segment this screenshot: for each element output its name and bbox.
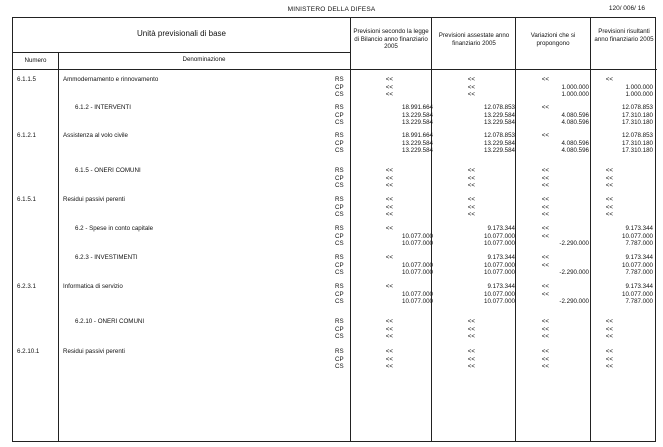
row-values-c3: [515, 254, 589, 277]
cell-value: <<: [605, 167, 613, 174]
cell-value: <<: [385, 283, 393, 290]
cell-value: <<: [605, 325, 613, 333]
cell-value: <<: [385, 318, 393, 325]
cell-value: 1.000.000: [625, 91, 653, 99]
row-values-c1: [353, 283, 433, 306]
cell-value: -2.290.000: [559, 269, 589, 277]
row-values-c4: [589, 104, 653, 127]
row-codes: [335, 225, 349, 248]
cell-value: -2.290.000: [559, 298, 589, 306]
code-label: CP: [335, 83, 344, 91]
cell-value: <<: [541, 232, 549, 240]
row-values-c3: [515, 196, 589, 219]
code-label: CS: [335, 211, 344, 219]
cell-value: 10.077.000: [484, 298, 515, 306]
cell-value: <<: [541, 104, 549, 111]
cell-value: <<: [541, 283, 549, 290]
cell-value: 7.787.000: [625, 240, 653, 248]
code-label: CS: [335, 333, 344, 341]
cell-value: 10.077.000: [484, 261, 515, 269]
cell-value: 13.229.584: [402, 111, 433, 119]
cell-value: <<: [541, 318, 549, 325]
cell-value: <<: [605, 76, 613, 83]
cell-value: <<: [385, 348, 393, 355]
cell-value: <<: [605, 196, 613, 203]
code-label: CS: [335, 269, 344, 277]
header-prev-legge: Previsioni secondo la legge di Bilancio anno finanziario 2005: [353, 28, 429, 50]
header-denominazione: Denominazione: [182, 56, 226, 63]
cell-value: 10.077.000: [402, 290, 433, 298]
cell-value: <<: [467, 363, 475, 371]
cell-value: <<: [385, 211, 393, 219]
row-numero: 6.1.2.1: [17, 132, 36, 139]
row-values-c1: [353, 225, 433, 248]
header-numero: Numero: [24, 57, 47, 64]
cell-value: <<: [385, 325, 393, 333]
page-number: 120/ 006/ 16: [608, 5, 645, 12]
row-values-c1: [353, 76, 433, 99]
cell-value: 9.173.344: [487, 225, 515, 232]
row-values-c4: [589, 254, 653, 277]
cell-value: <<: [541, 203, 549, 211]
cell-value: <<: [467, 196, 475, 203]
cell-value: <<: [385, 254, 393, 261]
cell-value: 12.078.853: [484, 104, 515, 111]
code-label: RS: [335, 225, 344, 232]
code-label: RS: [335, 196, 344, 203]
cell-value: <<: [541, 290, 549, 298]
cell-value: <<: [605, 182, 613, 190]
cell-value: <<: [605, 363, 613, 371]
cell-value: <<: [541, 363, 549, 371]
cell-value: <<: [467, 355, 475, 363]
row-denominazione: Informatica di servizio: [63, 283, 123, 290]
cell-value: 17.310.180: [622, 147, 653, 155]
code-label: CP: [335, 232, 344, 240]
row-values-c1: [353, 196, 433, 219]
cell-value: 18.991.664: [402, 132, 433, 139]
cell-value: 4.080.596: [561, 147, 589, 155]
cell-value: <<: [467, 325, 475, 333]
code-label: RS: [335, 318, 344, 325]
cell-value: <<: [541, 325, 549, 333]
code-label: CS: [335, 240, 344, 248]
cell-value: <<: [385, 167, 393, 174]
cell-value: <<: [385, 363, 393, 371]
row-values-c2: [433, 254, 515, 277]
row-denominazione: Residui passivi perenti: [63, 196, 125, 203]
cell-value: 17.310.180: [622, 111, 653, 119]
row-values-c2: [433, 104, 515, 127]
cell-value: 10.077.000: [402, 240, 433, 248]
cell-value: <<: [541, 254, 549, 261]
cell-value: <<: [385, 355, 393, 363]
code-label: CP: [335, 261, 344, 269]
row-denominazione: 6.1.2 - INTERVENTI: [75, 104, 131, 111]
cell-value: <<: [541, 348, 549, 355]
cell-value: 13.229.584: [484, 111, 515, 119]
code-label: RS: [335, 76, 344, 83]
row-codes: [335, 104, 349, 127]
cell-value: <<: [541, 196, 549, 203]
cell-value: <<: [467, 333, 475, 341]
code-label: CS: [335, 298, 344, 306]
cell-value: -2.290.000: [559, 240, 589, 248]
cell-value: 9.173.344: [487, 254, 515, 261]
row-values-c3: [515, 104, 589, 127]
cell-value: <<: [467, 76, 475, 83]
cell-value: 10.077.000: [622, 261, 653, 269]
cell-value: <<: [385, 203, 393, 211]
cell-value: <<: [541, 167, 549, 174]
code-label: CS: [335, 147, 344, 155]
cell-value: 12.078.853: [622, 104, 653, 111]
cell-value: 7.787.000: [625, 269, 653, 277]
cell-value: 4.080.596: [561, 111, 589, 119]
cell-value: 4.080.596: [561, 119, 589, 127]
row-values-c3: [515, 132, 589, 155]
cell-value: <<: [541, 182, 549, 190]
row-values-c3: [515, 283, 589, 306]
ministry-title: MINISTERO DELLA DIFESA: [287, 6, 376, 13]
cell-value: <<: [385, 174, 393, 182]
cell-value: <<: [385, 83, 393, 91]
row-values-c2: [433, 76, 515, 99]
cell-value: <<: [605, 174, 613, 182]
cell-value: 9.173.344: [625, 225, 653, 232]
cell-value: 10.077.000: [402, 269, 433, 277]
cell-value: 13.229.584: [484, 119, 515, 127]
cell-value: 7.787.000: [625, 298, 653, 306]
cell-value: 10.077.000: [484, 240, 515, 248]
cell-value: 13.229.584: [402, 147, 433, 155]
row-values-c1: [353, 254, 433, 277]
code-label: CS: [335, 363, 344, 371]
row-values-c3: [515, 225, 589, 248]
cell-value: <<: [605, 333, 613, 341]
cell-value: <<: [467, 91, 475, 99]
row-denominazione: Assistenza al volo civile: [63, 132, 128, 139]
code-label: RS: [335, 167, 344, 174]
row-denominazione: 6.2 - Spese in conto capitale: [75, 225, 154, 232]
row-denominazione: 6.2.10 - ONERI COMUNI: [75, 318, 145, 325]
cell-value: <<: [605, 355, 613, 363]
cell-value: <<: [541, 333, 549, 341]
row-values-c4: [589, 76, 653, 99]
row-denominazione: Ammodernamento e rinnovamento: [63, 76, 159, 83]
row-values-c3: [515, 76, 589, 99]
row-values-c4: [589, 196, 653, 219]
row-values-c3: [515, 318, 589, 341]
row-denominazione: 6.1.5 - ONERI COMUNI: [75, 167, 141, 174]
cell-value: 17.310.180: [622, 119, 653, 127]
cell-value: <<: [605, 348, 613, 355]
code-label: RS: [335, 104, 344, 111]
cell-value: <<: [385, 225, 393, 232]
code-label: RS: [335, 254, 344, 261]
code-label: RS: [335, 132, 344, 139]
cell-value: <<: [467, 83, 475, 91]
divider: [58, 52, 59, 441]
cell-value: <<: [385, 333, 393, 341]
cell-value: 1.000.000: [561, 91, 589, 99]
row-values-c1: [353, 104, 433, 127]
cell-value: 13.229.584: [402, 119, 433, 127]
cell-value: 10.077.000: [622, 232, 653, 240]
row-values-c1: [353, 167, 433, 190]
row-denominazione: Residui passivi perenti: [63, 348, 125, 355]
cell-value: 4.080.596: [561, 139, 589, 147]
row-codes: [335, 348, 349, 371]
row-numero: 6.1.1.5: [17, 76, 36, 83]
cell-value: <<: [605, 203, 613, 211]
row-values-c1: [353, 318, 433, 341]
cell-value: <<: [385, 91, 393, 99]
code-label: CP: [335, 355, 344, 363]
cell-value: <<: [467, 174, 475, 182]
cell-value: <<: [605, 318, 613, 325]
divider: [13, 52, 350, 53]
cell-value: 13.229.584: [484, 139, 515, 147]
code-label: CP: [335, 111, 344, 119]
header-unita: Unità previsionali di base: [137, 29, 226, 38]
row-codes: [335, 132, 349, 155]
row-codes: [335, 318, 349, 341]
cell-value: <<: [541, 225, 549, 232]
cell-value: <<: [467, 167, 475, 174]
code-label: CS: [335, 119, 344, 127]
cell-value: <<: [467, 182, 475, 190]
cell-value: <<: [541, 76, 549, 83]
cell-value: <<: [385, 182, 393, 190]
row-values-c2: [433, 225, 515, 248]
row-values-c4: [589, 132, 653, 155]
cell-value: 17.310.180: [622, 139, 653, 147]
row-values-c3: [515, 348, 589, 371]
row-values-c1: [353, 348, 433, 371]
row-values-c1: [353, 132, 433, 155]
cell-value: 1.000.000: [561, 83, 589, 91]
row-codes: [335, 254, 349, 277]
row-numero: 6.2.10.1: [17, 348, 40, 355]
cell-value: <<: [541, 132, 549, 139]
cell-value: <<: [541, 174, 549, 182]
cell-value: <<: [385, 76, 393, 83]
row-values-c4: [589, 348, 653, 371]
cell-value: <<: [467, 348, 475, 355]
row-numero: 6.2.3.1: [17, 283, 36, 290]
cell-value: 9.173.344: [625, 283, 653, 290]
row-values-c4: [589, 167, 653, 190]
divider: [13, 69, 657, 70]
cell-value: 10.077.000: [484, 290, 515, 298]
code-label: CP: [335, 203, 344, 211]
divider: [350, 18, 351, 441]
row-values-c4: [589, 225, 653, 248]
cell-value: 1.000.000: [625, 83, 653, 91]
budget-table: [12, 17, 656, 442]
code-label: CP: [335, 139, 344, 147]
cell-value: <<: [385, 196, 393, 203]
cell-value: 13.229.584: [402, 139, 433, 147]
cell-value: 9.173.344: [487, 283, 515, 290]
cell-value: 13.229.584: [484, 147, 515, 155]
cell-value: 10.077.000: [402, 232, 433, 240]
cell-value: <<: [605, 211, 613, 219]
header-variazioni: Variazioni che si propongono: [530, 32, 576, 47]
row-codes: [335, 196, 349, 219]
cell-value: 18.991.664: [402, 104, 433, 111]
code-label: CS: [335, 182, 344, 190]
cell-value: <<: [467, 203, 475, 211]
cell-value: 10.077.000: [402, 261, 433, 269]
row-codes: [335, 76, 349, 99]
code-label: CP: [335, 325, 344, 333]
cell-value: 10.077.000: [402, 298, 433, 306]
cell-value: <<: [467, 211, 475, 219]
row-numero: 6.1.5.1: [17, 196, 36, 203]
cell-value: <<: [467, 318, 475, 325]
cell-value: 12.078.853: [622, 132, 653, 139]
cell-value: <<: [541, 261, 549, 269]
row-values-c4: [589, 283, 653, 306]
row-values-c2: [433, 318, 515, 341]
header-prev-assestate: Previsioni assestate anno finanziario 2005: [438, 32, 510, 47]
row-values-c2: [433, 167, 515, 190]
row-codes: [335, 167, 349, 190]
cell-value: 10.077.000: [622, 290, 653, 298]
code-label: CP: [335, 174, 344, 182]
code-label: RS: [335, 348, 344, 355]
row-values-c4: [589, 318, 653, 341]
row-values-c2: [433, 348, 515, 371]
header-prev-risultanti: Previsioni risultanti anno finanziario 2005: [594, 28, 654, 43]
code-label: CP: [335, 290, 344, 298]
cell-value: 10.077.000: [484, 269, 515, 277]
row-values-c2: [433, 132, 515, 155]
code-label: CS: [335, 91, 344, 99]
row-values-c2: [433, 196, 515, 219]
row-codes: [335, 283, 349, 306]
row-values-c2: [433, 283, 515, 306]
cell-value: <<: [541, 355, 549, 363]
cell-value: 10.077.000: [484, 232, 515, 240]
row-values-c3: [515, 167, 589, 190]
cell-value: 9.173.344: [625, 254, 653, 261]
row-denominazione: 6.2.3 - INVESTIMENTI: [75, 254, 138, 261]
code-label: RS: [335, 283, 344, 290]
cell-value: <<: [541, 211, 549, 219]
cell-value: 12.078.853: [484, 132, 515, 139]
